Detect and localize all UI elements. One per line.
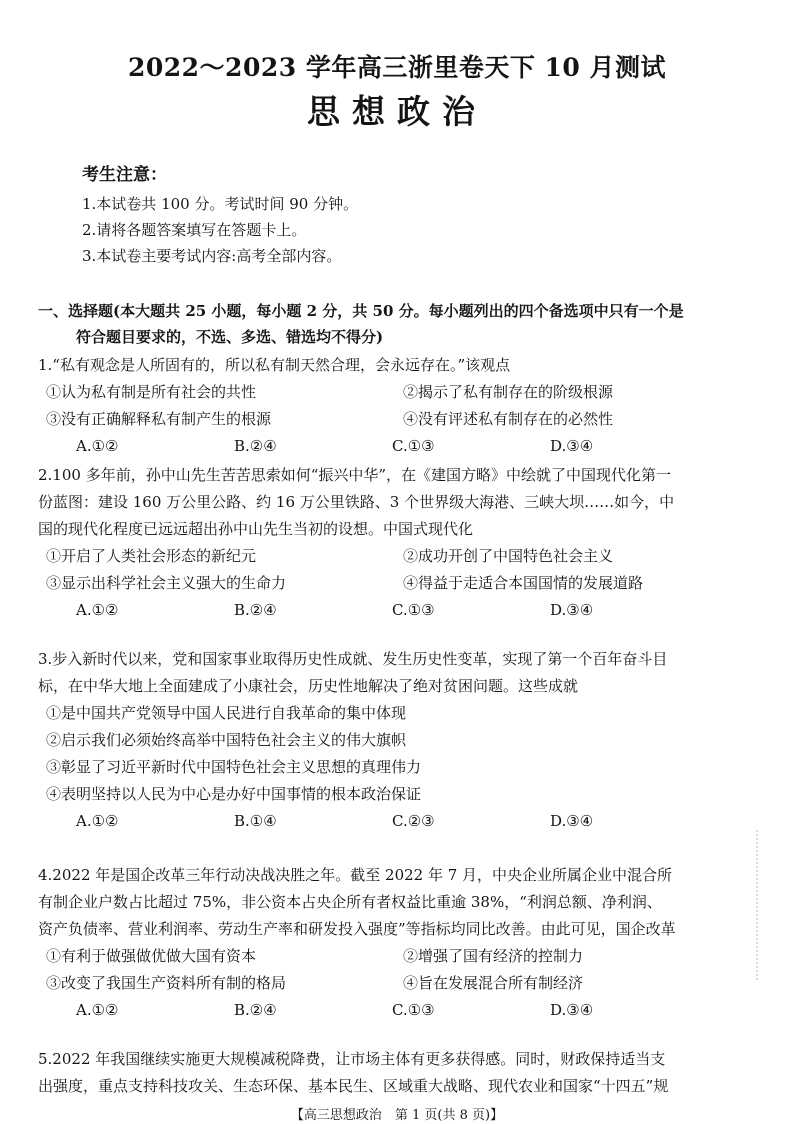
exam-title: 2022～2023 学年高三浙里卷天下 10 月测试 — [127, 53, 667, 82]
option-4: ④没有评述私有制存在的必然性 — [403, 410, 614, 428]
option-2: ②增强了国有经济的控制力 — [403, 947, 584, 965]
answer-d: D.③④ — [550, 812, 594, 830]
scan-smudge — [756, 830, 788, 980]
answer-b: B.②④ — [234, 437, 277, 455]
answer-b: B.①④ — [234, 812, 277, 830]
candidate-notice — [82, 160, 358, 269]
option-3: ③彰显了习近平新时代中国特色社会主义思想的真理伟力 — [46, 758, 422, 776]
question-2 — [38, 462, 760, 624]
option-1: ①是中国共产党领导中国人民进行自我革命的集中体现 — [46, 704, 407, 722]
stem-line: 有制企业户数占比超过 75%，非公资本占央企所有者权益比重逾 38%，“利润总额、净利润、 — [38, 893, 662, 911]
answer-a: A.①② — [76, 601, 119, 619]
stem-line: 2.100 多年前，孙中山先生苦苦思索如何“振兴中华”，在《建国方略》中绘就了中国现代化第一 — [38, 466, 672, 484]
option-3: ③改变了我国生产资料所有制的格局 — [46, 974, 287, 992]
notice-item: 3.本试卷主要考试内容:高考全部内容。 — [82, 247, 342, 265]
answer-b: B.②④ — [234, 601, 277, 619]
option-1: ①有利于做强做优做大国有资本 — [46, 947, 257, 965]
section-line: 一、选择题(本大题共 25 小题，每小题 2 分，共 50 分。每小题列出的四个备选项中只有一个是 — [38, 302, 684, 320]
option-4: ④表明坚持以人民为中心是办好中国事情的根本政治保证 — [46, 785, 422, 803]
question-stem — [38, 462, 760, 543]
option-2: ②启示我们必须始终高举中国特色社会主义的伟大旗帜 — [46, 731, 407, 749]
answer-c: C.②③ — [392, 812, 435, 830]
answer-a: A.①② — [76, 812, 119, 830]
question-stem — [38, 862, 760, 943]
stem-line: 标，在中华大地上全面建成了小康社会，历史性地解决了绝对贫困问题。这些成就 — [38, 677, 579, 695]
answer-a: A.①② — [76, 1001, 119, 1019]
stem-line: 4.2022 年是国企改革三年行动决战决胜之年。截至 2022 年 7 月，中央企业所属企业中混合所 — [38, 866, 673, 884]
subject-title: 思想政治 — [307, 92, 487, 131]
question-stem: 1.“私有观念是人所固有的，所以私有制天然合理，会永远存在。”该观点 — [38, 356, 511, 374]
stem-line: 5.2022 年我国继续实施更大规模减税降费，让市场主体有更多获得感。同时，财政保持适当支 — [38, 1050, 666, 1068]
option-2: ②揭示了私有制存在的阶级根源 — [403, 383, 614, 401]
notice-heading: 考生注意： — [82, 165, 167, 185]
question-stem — [38, 646, 760, 700]
notice-item: 1.本试卷共 100 分。考试时间 90 分钟。 — [82, 195, 359, 213]
stem-line: 国的现代化程度已远远超出孙中山先生当初的设想。中国式现代化 — [38, 520, 474, 538]
stem-line: 份蓝图：建设 160 万公里公路、约 16 万公里铁路、3 个世界级大海港、三峡大坝……如今，中 — [38, 493, 675, 511]
answer-d: D.③④ — [550, 601, 594, 619]
question-1 — [38, 352, 760, 460]
answer-d: D.③④ — [550, 1001, 594, 1019]
answer-d: D.③④ — [550, 437, 594, 455]
option-4: ④旨在发展混合所有制经济 — [403, 974, 584, 992]
question-stem — [38, 1046, 760, 1100]
option-4: ④得益于走适合本国国情的发展道路 — [403, 574, 644, 592]
stem-line: 资产负债率、营业利润率、劳动生产率和研发投入强度”等指标均同比改善。由此可见，国企改革 — [38, 920, 676, 938]
option-3: ③显示出科学社会主义强大的生命力 — [46, 574, 287, 592]
answer-a: A.①② — [76, 437, 119, 455]
notice-item: 2.请将各题答案填写在答题卡上。 — [82, 221, 307, 239]
option-2: ②成功开创了中国特色社会主义 — [403, 547, 614, 565]
question-4 — [38, 862, 760, 1024]
option-1: ①认为私有制是所有社会的共性 — [46, 383, 257, 401]
page-footer: 【高三思想政治 第 1 页(共 8 页)】 — [290, 1108, 504, 1123]
section-line: 符合题目要求的，不选、多选、错选均不得分) — [76, 328, 384, 346]
stem-line: 出强度，重点支持科技攻关、生态环保、基本民生、区域重大战略、现代农业和国家“十四五”规 — [38, 1077, 669, 1095]
question-5 — [38, 1046, 760, 1100]
option-1: ①开启了人类社会形态的新纪元 — [46, 547, 257, 565]
question-3 — [38, 646, 760, 835]
answer-c: C.①③ — [392, 437, 435, 455]
section-heading — [38, 298, 758, 350]
stem-line: 3.步入新时代以来，党和国家事业取得历史性成就、发生历史性变革，实现了第一个百年奋斗目 — [38, 650, 668, 668]
answer-c: C.①③ — [392, 1001, 435, 1019]
answer-b: B.②④ — [234, 1001, 277, 1019]
answer-c: C.①③ — [392, 601, 435, 619]
option-3: ③没有正确解释私有制产生的根源 — [46, 410, 272, 428]
